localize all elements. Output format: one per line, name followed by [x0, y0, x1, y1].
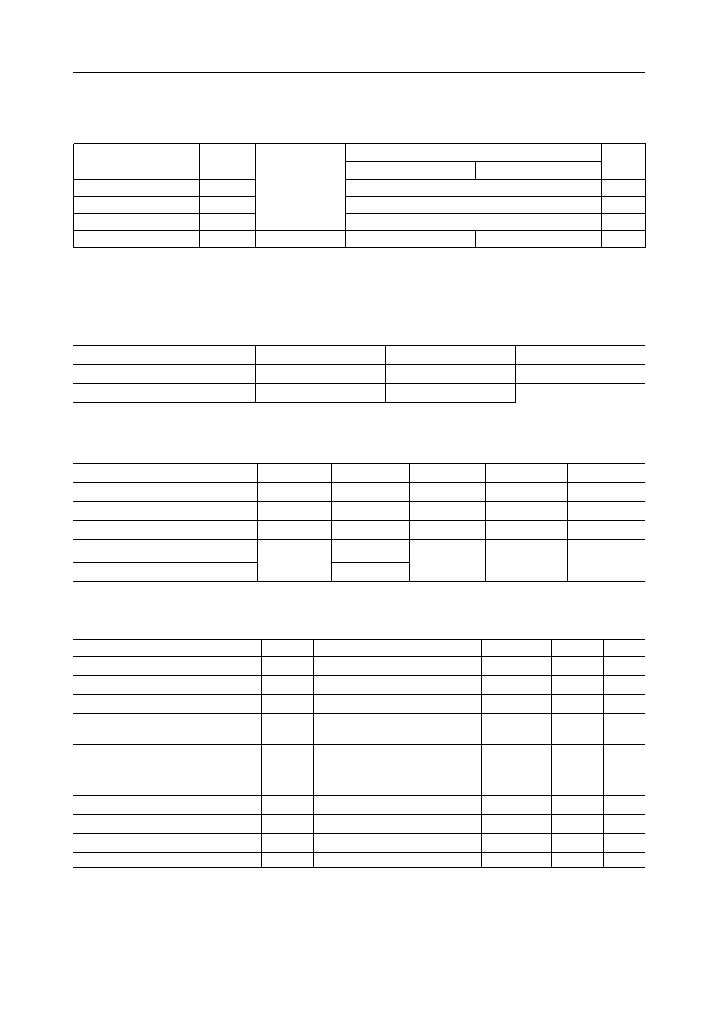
table-cell — [261, 853, 313, 868]
table-cell — [551, 640, 603, 657]
table-cell — [261, 676, 313, 695]
table-cell — [481, 695, 551, 714]
table-row — [73, 365, 645, 384]
table-cell — [73, 464, 257, 483]
table-cell — [346, 231, 476, 248]
table-cell — [73, 384, 255, 403]
table-cell — [73, 563, 257, 582]
table-cell — [313, 815, 481, 834]
table-cell — [602, 144, 646, 162]
table-row — [73, 483, 645, 502]
table-cell — [331, 563, 409, 582]
table-cell — [567, 464, 645, 483]
table-cell — [256, 144, 346, 162]
table-cell — [515, 365, 645, 384]
table-cell — [261, 834, 313, 853]
table-row — [73, 521, 645, 540]
table-cell — [481, 834, 551, 853]
table-rule-cell — [73, 403, 255, 404]
table-cell — [313, 714, 481, 745]
table-cell — [73, 695, 261, 714]
table-row — [73, 834, 645, 853]
table-cell — [409, 563, 485, 582]
table-rule-cell — [261, 868, 313, 869]
table-cell — [257, 502, 331, 521]
table-cell — [261, 796, 313, 815]
table-cell — [476, 231, 602, 248]
table-rule-cell — [255, 403, 385, 404]
table-cell — [313, 834, 481, 853]
table-cell — [74, 180, 200, 197]
table-cell — [603, 640, 645, 657]
table-cell — [256, 214, 346, 231]
table-row — [73, 815, 645, 834]
table-row — [73, 676, 645, 695]
table-cell — [551, 834, 603, 853]
table-cell — [313, 695, 481, 714]
table-rule-row — [73, 582, 645, 583]
table-cell — [73, 540, 257, 563]
table-cell — [200, 214, 256, 231]
table-cell — [74, 162, 200, 180]
table-row — [74, 144, 646, 162]
table-cell — [481, 815, 551, 834]
table-row — [73, 346, 645, 365]
table-row — [73, 853, 645, 868]
table-cell — [73, 815, 261, 834]
table-cell — [485, 521, 567, 540]
table-cell — [481, 853, 551, 868]
table-cell — [74, 231, 200, 248]
table-cell — [256, 197, 346, 214]
table-row — [74, 197, 646, 214]
table-cell — [261, 657, 313, 676]
table-cell — [73, 745, 261, 796]
table-1 — [73, 143, 646, 248]
table-row — [73, 540, 645, 563]
table-cell — [603, 853, 645, 868]
table-cell — [261, 695, 313, 714]
table-cell — [551, 657, 603, 676]
table-cell — [261, 714, 313, 745]
table-rule-cell — [409, 582, 485, 583]
table-rule-cell — [603, 868, 645, 869]
table-cell — [603, 657, 645, 676]
table-cell — [257, 540, 331, 563]
table-cell — [257, 563, 331, 582]
table-rule-row — [74, 248, 646, 249]
table-cell — [73, 483, 257, 502]
table-cell — [603, 745, 645, 796]
table-cell — [551, 853, 603, 868]
table-cell — [567, 521, 645, 540]
table-cell — [256, 162, 346, 180]
table-cell — [481, 714, 551, 745]
table-cell — [346, 144, 602, 162]
table-rule-cell — [485, 582, 567, 583]
table-cell — [551, 745, 603, 796]
table-cell — [602, 180, 646, 197]
table-cell — [256, 231, 346, 248]
table-cell — [603, 815, 645, 834]
table-cell — [257, 483, 331, 502]
table-4 — [73, 639, 645, 868]
table-cell — [476, 162, 602, 180]
table-row — [73, 502, 645, 521]
table-cell — [313, 657, 481, 676]
table-cell — [346, 162, 476, 180]
table-rule-cell — [515, 403, 645, 404]
table-cell — [255, 346, 385, 365]
table-cell — [74, 144, 200, 162]
table-cell — [331, 521, 409, 540]
table-row — [74, 231, 646, 248]
table-cell — [603, 796, 645, 815]
table-cell — [551, 815, 603, 834]
table-cell — [602, 231, 646, 248]
header-rule — [73, 72, 645, 73]
table-cell — [200, 231, 256, 248]
table-cell — [481, 657, 551, 676]
table-row — [73, 640, 645, 657]
table-cell — [481, 745, 551, 796]
table-cell — [73, 657, 261, 676]
table-rule-cell — [346, 248, 476, 249]
table-row — [73, 714, 645, 745]
table-cell — [73, 796, 261, 815]
table-cell — [409, 502, 485, 521]
table-cell — [515, 346, 645, 365]
table-row — [73, 745, 645, 796]
table-cell — [602, 214, 646, 231]
table-cell — [261, 640, 313, 657]
table-cell — [257, 521, 331, 540]
table-cell — [74, 197, 200, 214]
table-rule-cell — [313, 868, 481, 869]
table-cell — [603, 714, 645, 745]
table-cell — [385, 365, 515, 384]
table-row — [73, 657, 645, 676]
table-cell — [73, 521, 257, 540]
table-rule-cell — [385, 403, 515, 404]
table-cell — [73, 502, 257, 521]
table-row — [73, 563, 645, 582]
table-cell — [551, 695, 603, 714]
table-rule-cell — [331, 582, 409, 583]
table-rule-cell — [74, 248, 200, 249]
table-cell — [409, 464, 485, 483]
table-cell — [73, 346, 255, 365]
table-cell — [346, 197, 602, 214]
table-cell — [346, 180, 602, 197]
table-row — [74, 162, 646, 180]
table-cell — [313, 640, 481, 657]
table-cell — [481, 676, 551, 695]
table-cell — [74, 214, 200, 231]
table-cell — [200, 197, 256, 214]
table-row — [74, 180, 646, 197]
table-rule-cell — [73, 582, 257, 583]
table-cell — [73, 834, 261, 853]
table-rule-cell — [200, 248, 256, 249]
table-cell — [551, 796, 603, 815]
table-row — [73, 384, 645, 403]
table-2 — [73, 345, 645, 403]
table-row — [73, 695, 645, 714]
table-rule-cell — [73, 868, 261, 869]
table-rule-cell — [256, 248, 346, 249]
table-cell — [255, 365, 385, 384]
table-cell — [331, 464, 409, 483]
table-cell — [409, 483, 485, 502]
table-cell — [485, 464, 567, 483]
table-cell — [257, 464, 331, 483]
table-3 — [73, 463, 645, 582]
table-cell — [551, 676, 603, 695]
table-cell — [481, 796, 551, 815]
table-cell — [551, 714, 603, 745]
table-cell — [200, 180, 256, 197]
table-rule-row — [73, 868, 645, 869]
table-cell — [313, 796, 481, 815]
table-rule-cell — [567, 582, 645, 583]
table-cell — [331, 502, 409, 521]
table-cell — [331, 483, 409, 502]
table-cell — [73, 640, 261, 657]
table-cell — [567, 540, 645, 563]
table-cell — [313, 745, 481, 796]
table-cell — [481, 640, 551, 657]
table-row — [73, 796, 645, 815]
table-cell — [602, 162, 646, 180]
table-cell — [485, 502, 567, 521]
table-cell — [567, 563, 645, 582]
table-cell — [409, 540, 485, 563]
table-cell — [346, 214, 602, 231]
table-cell — [385, 346, 515, 365]
table-row — [74, 214, 646, 231]
table-cell — [73, 714, 261, 745]
table-row — [73, 464, 645, 483]
table-cell — [73, 676, 261, 695]
table-cell — [255, 384, 385, 403]
table-rule-cell — [602, 248, 646, 249]
table-cell — [602, 197, 646, 214]
table-cell — [261, 745, 313, 796]
table-cell — [200, 144, 256, 162]
table-cell — [603, 834, 645, 853]
table-cell — [261, 815, 313, 834]
table-cell — [256, 180, 346, 197]
table-cell — [485, 483, 567, 502]
table-cell — [603, 676, 645, 695]
table-cell — [331, 540, 409, 563]
table-cell — [515, 384, 645, 403]
table-cell — [603, 695, 645, 714]
table-rule-cell — [551, 868, 603, 869]
table-cell — [313, 676, 481, 695]
table-cell — [567, 483, 645, 502]
table-rule-cell — [481, 868, 551, 869]
table-rule-cell — [257, 582, 331, 583]
table-cell — [200, 162, 256, 180]
table-cell — [385, 384, 515, 403]
table-cell — [73, 853, 261, 868]
table-cell — [409, 521, 485, 540]
table-cell — [485, 540, 567, 563]
table-cell — [73, 365, 255, 384]
table-rule-cell — [476, 248, 602, 249]
table-rule-row — [73, 403, 645, 404]
table-cell — [313, 853, 481, 868]
table-cell — [485, 563, 567, 582]
table-cell — [567, 502, 645, 521]
